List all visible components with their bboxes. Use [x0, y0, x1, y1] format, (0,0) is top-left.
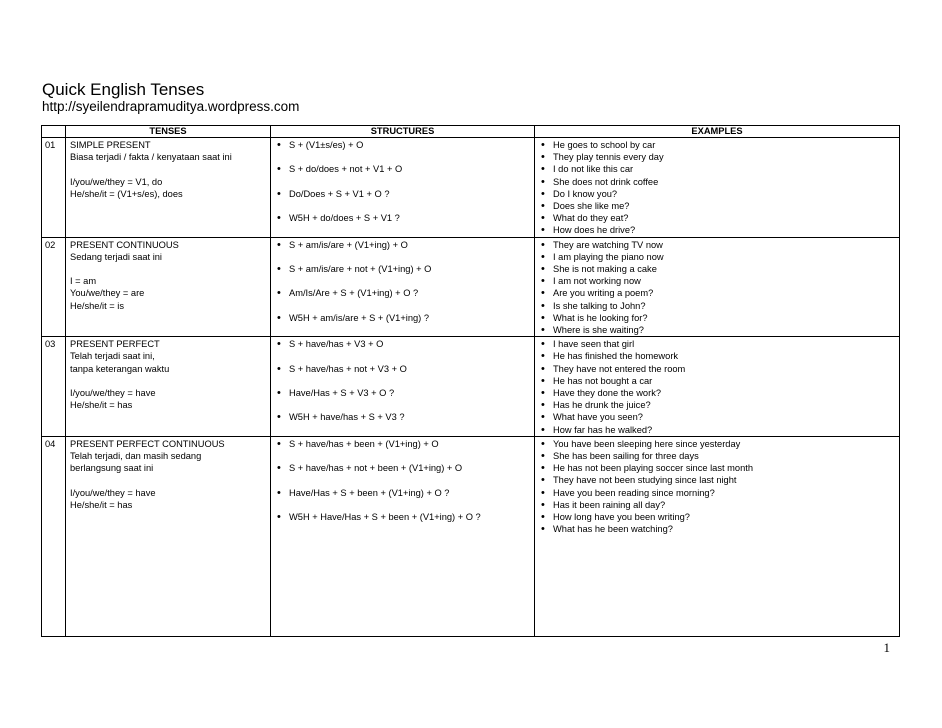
- structure-item: • Have/Has + S + been + (V1+ing) + O ?: [271, 487, 534, 499]
- tense-line: [70, 163, 266, 175]
- tense-line: He/she/it = is: [70, 300, 124, 311]
- tense-line: I/you/we/they = V1, do: [70, 176, 163, 187]
- page-number: 1: [883, 640, 890, 655]
- example-item: • They play tennis every day: [535, 151, 899, 163]
- tense-line: You/we/they = are: [70, 288, 145, 299]
- examples-cell: [535, 138, 900, 238]
- table-row: [42, 237, 900, 337]
- example-item: • I am not working now: [535, 275, 899, 287]
- structure-item: • W5H + do/does + S + V1 ?: [271, 212, 534, 224]
- structure-item: • Have/Has + S + V3 + O ?: [271, 387, 534, 399]
- structure-item: • S + am/is/are + (V1+ing) + O: [271, 239, 534, 251]
- tense-line: I = am: [70, 276, 97, 287]
- structure-item: • S + do/does + not + V1 + O: [271, 163, 534, 175]
- example-item: • Do I know you?: [535, 188, 899, 200]
- tense-line: tanpa keterangan waktu: [70, 363, 170, 374]
- tense-line: He/she/it = has: [70, 400, 133, 411]
- tense-cell: [66, 138, 271, 238]
- row-number: 02: [42, 237, 66, 337]
- tense-line: Telah terjadi, dan masih sedang: [70, 451, 202, 462]
- header-structures: STRUCTURES: [271, 126, 535, 138]
- example-list: [535, 437, 899, 536]
- structure-list: [271, 138, 534, 224]
- structures-cell: [271, 337, 535, 437]
- example-item: • They have not been studying since last night: [535, 474, 899, 486]
- tense-line: I/you/we/they = have: [70, 388, 156, 399]
- row-number: 03: [42, 337, 66, 437]
- table-body: [42, 138, 900, 637]
- example-item: • You have been sleeping here since yesterday: [535, 438, 899, 450]
- structure-item: • W5H + have/has + S + V3 ?: [271, 411, 534, 423]
- example-item: • I am playing the piano now: [535, 251, 899, 263]
- tense-name: SIMPLE PRESENT: [70, 140, 151, 150]
- example-item: • I have seen that girl: [535, 338, 899, 350]
- example-item: • Where is she waiting?: [535, 324, 899, 336]
- tense-line: Telah terjadi saat ini,: [70, 351, 155, 362]
- structure-item: • S + am/is/are + not + (V1+ing) + O: [271, 263, 534, 275]
- tense-cell: [66, 337, 271, 437]
- structure-item: • S + have/has + not + been + (V1+ing) + O: [271, 462, 534, 474]
- tense-line: Sedang terjadi saat ini: [70, 251, 162, 262]
- example-item: • I do not like this car: [535, 163, 899, 175]
- tense-name: PRESENT PERFECT: [70, 339, 160, 350]
- example-item: • What do they eat?: [535, 212, 899, 224]
- example-item: • How long have you been writing?: [535, 511, 899, 523]
- tense-line: Biasa terjadi / fakta / kenyataan saat ini: [70, 152, 232, 163]
- example-item: • Is she talking to John?: [535, 300, 899, 312]
- structure-item: • Do/Does + S + V1 + O ?: [271, 188, 534, 200]
- header-examples: EXAMPLES: [535, 126, 900, 138]
- table-row: [42, 138, 900, 238]
- structure-item: • W5H + Have/Has + S + been + (V1+ing) + O ?: [271, 511, 534, 523]
- example-item: • What is he looking for?: [535, 312, 899, 324]
- structure-item: • W5H + am/is/are + S + (V1+ing) ?: [271, 312, 534, 324]
- tense-name: PRESENT PERFECT CONTINUOUS: [70, 438, 225, 449]
- structure-item: • S + have/has + been + (V1+ing) + O: [271, 438, 534, 450]
- example-item: • Have they done the work?: [535, 387, 899, 399]
- example-item: • They are watching TV now: [535, 239, 899, 251]
- structures-cell: [271, 138, 535, 238]
- example-item: • How does he drive?: [535, 224, 899, 236]
- tense-line: [70, 474, 266, 486]
- example-item: • She is not making a cake: [535, 263, 899, 275]
- table-row: [42, 436, 900, 636]
- structure-list: [271, 337, 534, 423]
- example-item: • He goes to school by car: [535, 139, 899, 151]
- tense-cell: [66, 237, 271, 337]
- tense-line: He/she/it = (V1+s/es), does: [70, 188, 183, 199]
- example-item: • What have you seen?: [535, 411, 899, 423]
- example-item: • He has not been playing soccer since last month: [535, 462, 899, 474]
- example-list: [535, 138, 899, 237]
- header-tenses: TENSES: [66, 126, 271, 138]
- example-item: • She does not drink coffee: [535, 176, 899, 188]
- example-item: • How far has he walked?: [535, 424, 899, 436]
- tense-name: PRESENT CONTINUOUS: [70, 239, 179, 250]
- structure-item: • S + have/has + not + V3 + O: [271, 363, 534, 375]
- table-header-row: [42, 126, 900, 138]
- tense-line: [70, 263, 266, 275]
- tense-line: He/she/it = has: [70, 499, 133, 510]
- example-item: • They have not entered the room: [535, 363, 899, 375]
- example-item: • Has it been raining all day?: [535, 499, 899, 511]
- examples-cell: [535, 337, 900, 437]
- header-number: [42, 126, 66, 138]
- example-item: • She has been sailing for three days: [535, 450, 899, 462]
- example-item: • Does she like me?: [535, 200, 899, 212]
- structure-item: • Am/Is/Are + S + (V1+ing) + O ?: [271, 287, 534, 299]
- example-item: • He has finished the homework: [535, 350, 899, 362]
- structure-item: • S + have/has + V3 + O: [271, 338, 534, 350]
- examples-cell: [535, 237, 900, 337]
- row-number: 04: [42, 436, 66, 636]
- structure-list: [271, 238, 534, 324]
- row-number: 01: [42, 138, 66, 238]
- structures-cell: [271, 237, 535, 337]
- examples-cell: [535, 436, 900, 636]
- example-item: • Have you been reading since morning?: [535, 487, 899, 499]
- example-item: • What has he been watching?: [535, 523, 899, 535]
- example-item: • Are you writing a poem?: [535, 287, 899, 299]
- structure-list: [271, 437, 534, 523]
- table-row: [42, 337, 900, 437]
- tenses-table: [41, 125, 900, 637]
- example-item: • Has he drunk the juice?: [535, 399, 899, 411]
- document-title: Quick English Tenses: [42, 80, 205, 99]
- structure-item: • S + (V1±s/es) + O: [271, 139, 534, 151]
- example-list: [535, 337, 899, 436]
- tense-line: I/you/we/they = have: [70, 487, 156, 498]
- tense-line: berlangsung saat ini: [70, 463, 154, 474]
- example-list: [535, 238, 899, 337]
- example-item: • He has not bought a car: [535, 375, 899, 387]
- tense-cell: [66, 436, 271, 636]
- document-url: http://syeilendrapramuditya.wordpress.com: [42, 99, 300, 114]
- tense-line: [70, 375, 266, 387]
- structures-cell: [271, 436, 535, 636]
